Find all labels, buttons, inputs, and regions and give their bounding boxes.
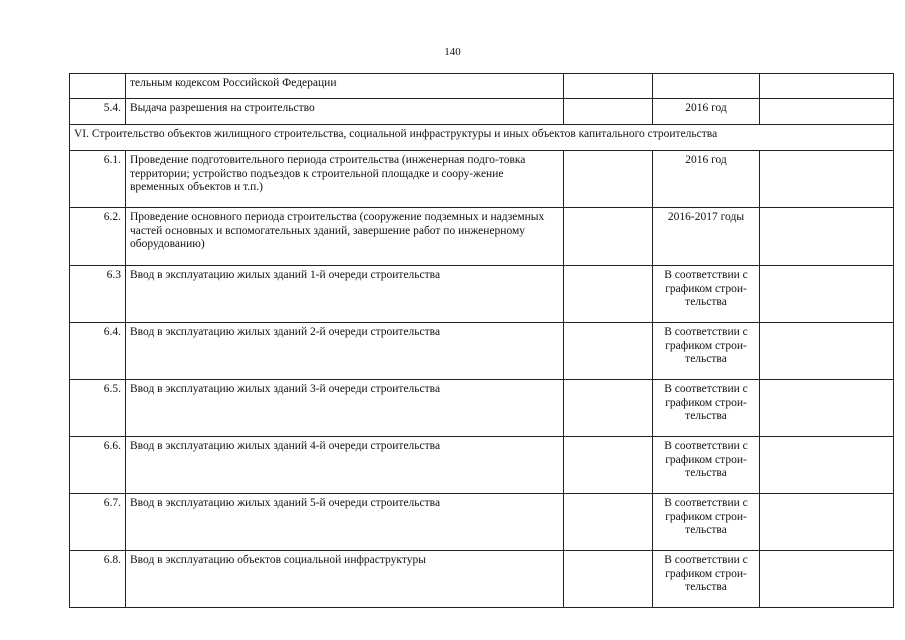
row-description: Выдача разрешения на строительство — [126, 99, 564, 125]
row-number: 6.6. — [70, 437, 126, 494]
table-row — [70, 551, 894, 608]
table-row — [70, 74, 894, 99]
empty-cell — [564, 437, 653, 494]
row-deadline — [653, 74, 760, 99]
row-deadline: В соответствии с графиком строи-тельства — [653, 266, 760, 323]
section-row — [70, 125, 894, 151]
table-row — [70, 151, 894, 208]
empty-cell — [760, 551, 894, 608]
row-number: 6.4. — [70, 323, 126, 380]
empty-cell — [564, 74, 653, 99]
row-deadline: В соответствии с графиком строи-тельства — [653, 551, 760, 608]
empty-cell — [760, 437, 894, 494]
empty-cell — [564, 151, 653, 208]
row-description: Ввод в эксплуатацию жилых зданий 1-й очереди строительства — [126, 266, 564, 323]
row-number: 6.8. — [70, 551, 126, 608]
table-row — [70, 323, 894, 380]
table-row — [70, 437, 894, 494]
row-number: 6.2. — [70, 208, 126, 266]
empty-cell — [760, 494, 894, 551]
table-row — [70, 208, 894, 266]
row-description: Проведение подготовительного периода строительства (инженерная подго-товка территории; устройство подъездов к строительной площадке и соору-жение временных объектов и т.п.) — [126, 151, 564, 208]
empty-cell — [564, 208, 653, 266]
row-number: 6.1. — [70, 151, 126, 208]
table-row — [70, 494, 894, 551]
row-deadline: В соответствии с графиком строи-тельства — [653, 323, 760, 380]
empty-cell — [760, 208, 894, 266]
empty-cell — [760, 99, 894, 125]
row-description: Проведение основного периода строительства (сооружение подземных и надземных частей основных и вспомогательных зданий, завершение работ по инженерному оборудованию) — [126, 208, 564, 266]
empty-cell — [760, 323, 894, 380]
row-number: 6.5. — [70, 380, 126, 437]
row-deadline: 2016 год — [653, 151, 760, 208]
row-deadline: 2016-2017 годы — [653, 208, 760, 266]
empty-cell — [760, 74, 894, 99]
row-description: Ввод в эксплуатацию жилых зданий 2-й очереди строительства — [126, 323, 564, 380]
construction-schedule-table — [69, 73, 894, 608]
empty-cell — [564, 551, 653, 608]
empty-cell — [564, 323, 653, 380]
table-row — [70, 99, 894, 125]
empty-cell — [760, 380, 894, 437]
row-description: тельным кодексом Российской Федерации — [126, 74, 564, 99]
row-deadline: В соответствии с графиком строи-тельства — [653, 437, 760, 494]
empty-cell — [760, 266, 894, 323]
row-number: 6.7. — [70, 494, 126, 551]
empty-cell — [564, 266, 653, 323]
table-row — [70, 380, 894, 437]
page-number: 140 — [444, 46, 461, 58]
table-row — [70, 266, 894, 323]
row-deadline: В соответствии с графиком строи-тельства — [653, 380, 760, 437]
section-heading: VI. Строительство объектов жилищного строительства, социальной инфраструктуры и иных объектов капитального строительства — [70, 125, 894, 151]
empty-cell — [760, 151, 894, 208]
row-description: Ввод в эксплуатацию жилых зданий 4-й очереди строительства — [126, 437, 564, 494]
empty-cell — [564, 494, 653, 551]
row-deadline: 2016 год — [653, 99, 760, 125]
row-number: 6.3 — [70, 266, 126, 323]
row-number: 5.4. — [70, 99, 126, 125]
row-number — [70, 74, 126, 99]
empty-cell — [564, 99, 653, 125]
row-description: Ввод в эксплуатацию жилых зданий 5-й очереди строительства — [126, 494, 564, 551]
row-deadline: В соответствии с графиком строи-тельства — [653, 494, 760, 551]
row-description: Ввод в эксплуатацию объектов социальной инфраструктуры — [126, 551, 564, 608]
empty-cell — [564, 380, 653, 437]
row-description: Ввод в эксплуатацию жилых зданий 3-й очереди строительства — [126, 380, 564, 437]
